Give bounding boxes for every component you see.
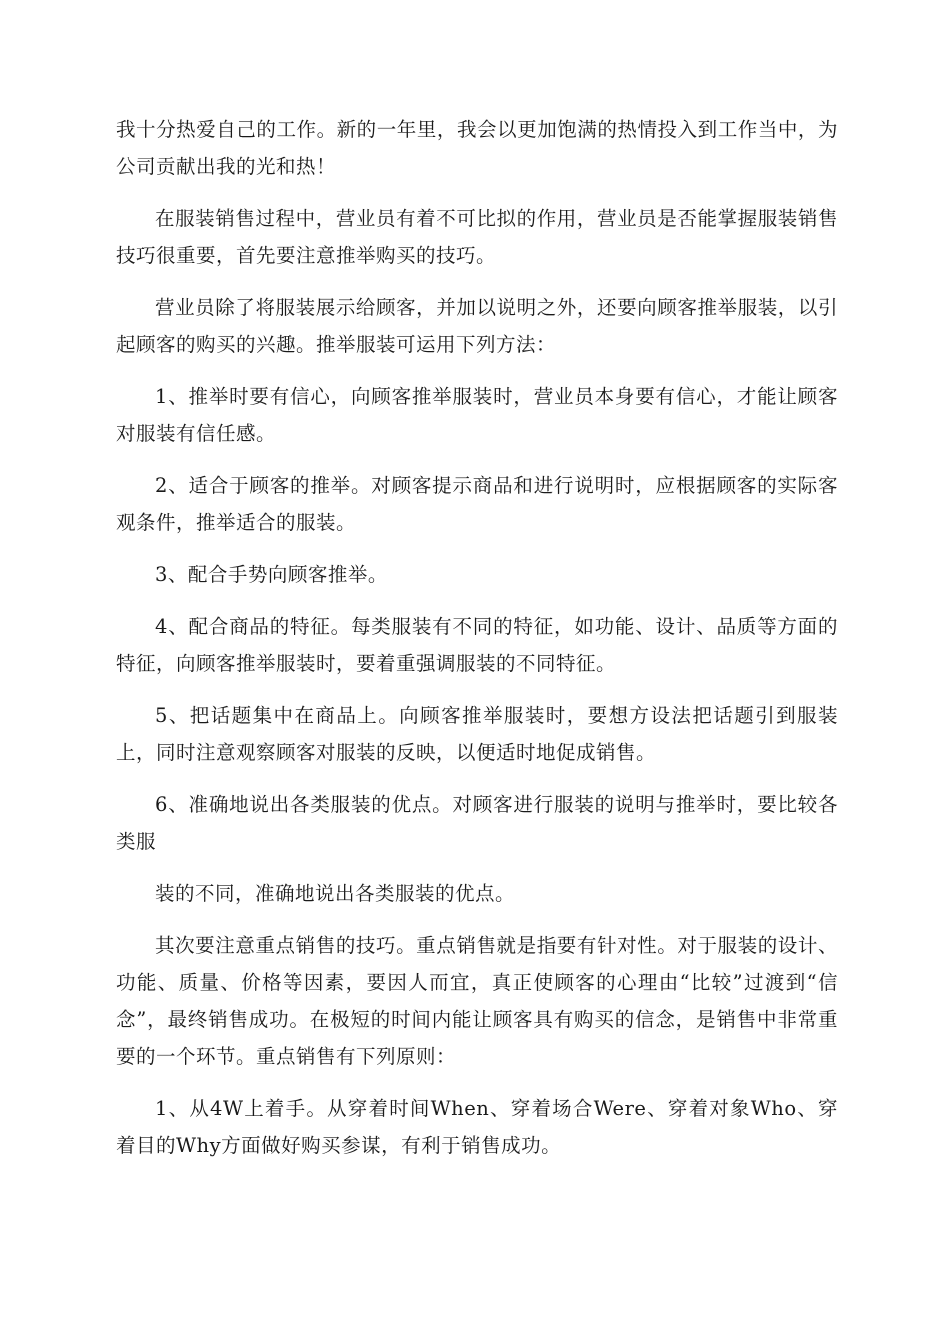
document-body	[116, 111, 838, 1179]
paragraph-9: 6、准确地说出各类服装的优点。对顾客进行服装的说明与推举时，要比较各类服	[116, 793, 838, 853]
paragraph-3: 营业员除了将服装展示给顾客，并加以说明之外，还要向顾客推举服装，以引起顾客的购买的兴趣。推举服装可运用下列方法：	[116, 296, 838, 356]
paragraph-4: 1、推举时要有信心，向顾客推举服装时，营业员本身要有信心，才能让顾客对服装有信任感。	[116, 385, 838, 445]
paragraph-1: 我十分热爱自己的工作。新的一年里，我会以更加饱满的热情投入到工作当中，为公司贡献出我的光和热！	[116, 118, 838, 178]
paragraph-7: 4、配合商品的特征。每类服装有不同的特征，如功能、设计、品质等方面的特征，向顾客推举服装时，要着重强调服装的不同特征。	[116, 615, 838, 675]
paragraph-8: 5、把话题集中在商品上。向顾客推举服装时，要想方设法把话题引到服装上，同时注意观察顾客对服装的反映，以便适时地促成销售。	[116, 704, 838, 764]
paragraph-2: 在服装销售过程中，营业员有着不可比拟的作用，营业员是否能掌握服装销售技巧很重要，首先要注意推举购买的技巧。	[116, 207, 838, 267]
paragraph-5: 2、适合于顾客的推举。对顾客提示商品和进行说明时，应根据顾客的实际客观条件，推举适合的服装。	[116, 474, 838, 534]
paragraph-11: 其次要注意重点销售的技巧。重点销售就是指要有针对性。对于服装的设计、功能、质量、价格等因素，要因人而宜，真正使顾客的心理由“比较”过渡到“信念”，最终销售成功。在极短的时间内能让顾客具有购买的信念，是销售中非常重要的一个环节。重点销售有下列原则：	[116, 934, 838, 1068]
paragraph-12: 1、从4W上着手。从穿着时间When、穿着场合Were、穿着对象Who、穿着目的Why方面做好购买参谋，有利于销售成功。	[116, 1097, 838, 1157]
paragraph-10: 装的不同，准确地说出各类服装的优点。	[155, 882, 516, 905]
paragraph-6: 3、配合手势向顾客推举。	[155, 563, 388, 586]
